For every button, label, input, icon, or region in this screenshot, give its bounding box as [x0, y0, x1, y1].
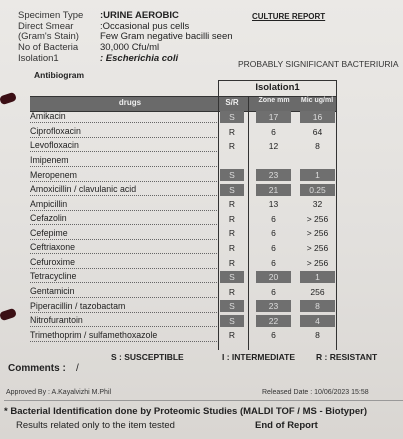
drug-name: Levofloxacin: [30, 140, 79, 151]
gram-stain-value: Few Gram negative bacilli seen: [100, 31, 233, 42]
table-row: [30, 328, 337, 342]
row-leader-dots: [30, 312, 217, 313]
redaction-mark: [0, 308, 17, 322]
sir-value: [220, 155, 244, 167]
row-leader-dots: [30, 166, 217, 167]
row-leader-dots: [30, 297, 217, 298]
approved-by: Approved By : A.Kayalvizhi M.Phil: [6, 389, 112, 396]
mic-value: 32: [312, 199, 323, 210]
mic-value: > 256: [306, 242, 329, 253]
results-note: Results related only to the item tested: [16, 420, 175, 431]
mic-value: 4: [300, 315, 335, 327]
drug-name: Cefazolin: [30, 213, 67, 224]
drug-name: Imipenem: [30, 155, 69, 166]
row-leader-dots: [30, 181, 217, 182]
mic-value: 1: [300, 271, 335, 283]
mic-value: 8: [300, 300, 335, 312]
row-leader-dots: [30, 195, 217, 196]
zone-value: 6: [271, 330, 276, 341]
row-leader-dots: [30, 137, 217, 138]
gram-stain-label: (Gram's Stain): [18, 31, 79, 42]
drug-name: Tetracycline: [30, 271, 77, 282]
legend-resistant: R : RESISTANT: [316, 352, 378, 362]
row-leader-dots: [30, 151, 217, 152]
row-leader-dots: [30, 224, 217, 225]
drug-name: Ampicillin: [30, 198, 68, 209]
mic-value: > 256: [306, 228, 329, 239]
row-leader-dots: [30, 210, 217, 211]
drug-name: Meropenem: [30, 169, 77, 180]
row-leader-dots: [30, 253, 217, 254]
table-row: [30, 270, 337, 284]
specimen-type-label: Specimen Type: [18, 10, 84, 21]
direct-smear-label: Direct Smear: [18, 21, 74, 32]
col-mic: Mic ug/ml: [300, 97, 334, 104]
no-bacteria-label: No of Bacteria: [18, 42, 79, 53]
col-sir: S/R: [225, 98, 239, 107]
zone-value: 6: [271, 213, 276, 224]
sir-value: R: [228, 257, 236, 268]
zone-value: 23: [256, 169, 291, 181]
drug-name: Cefuroxime: [30, 256, 75, 267]
culture-report-title: CULTURE REPORT: [252, 12, 326, 21]
sir-value: S: [220, 184, 244, 196]
probable-bacteriuria: PROBABLY SIGNIFICANT BACTERIURIA: [238, 59, 399, 69]
zone-value: 6: [271, 286, 276, 297]
sir-value: S: [220, 169, 244, 181]
legend-susceptible: S : SUSCEPTIBLE: [111, 352, 184, 362]
comments-label: Comments :: [8, 363, 66, 374]
table-row: [30, 314, 337, 328]
specimen-type-value: :URINE AEROBIC: [100, 10, 179, 21]
footer-divider: [4, 400, 403, 401]
table-row: [30, 256, 337, 270]
table-row: [30, 212, 337, 226]
row-leader-dots: [30, 239, 217, 240]
mic-value: 16: [300, 111, 335, 123]
sir-value: R: [228, 286, 236, 297]
zone-value: 13: [268, 199, 279, 210]
row-leader-dots: [30, 268, 217, 269]
legend-intermediate: I : INTERMEDIATE: [222, 352, 296, 362]
table-row: [30, 110, 337, 124]
sir-value: S: [220, 271, 244, 283]
drug-name: Cefepime: [30, 227, 68, 238]
table-row: [30, 241, 337, 255]
zone-value: 6: [271, 228, 276, 239]
zone-value: 6: [271, 126, 276, 137]
zone-value: 6: [271, 242, 276, 253]
table-row: [30, 197, 337, 211]
sir-value: S: [220, 315, 244, 327]
mic-value: 0.25: [300, 184, 335, 196]
no-bacteria-value: 30,000 Cfu/ml: [100, 42, 160, 53]
drug-name: Nitrofurantoin: [30, 315, 83, 326]
drug-name: Amikacin: [30, 111, 66, 122]
comments-value: /: [76, 363, 79, 374]
zone-value: 17: [256, 111, 291, 123]
drug-name: Amoxicillin / clavulanic acid: [30, 184, 137, 195]
redaction-mark: [0, 92, 17, 106]
table-row: [30, 154, 337, 168]
zone-value: 6: [271, 257, 276, 268]
isolation-label: Isolation1: [18, 53, 59, 64]
zone-value: 21: [256, 184, 291, 196]
table-row: [30, 139, 337, 153]
row-leader-dots: [30, 326, 217, 327]
zone-value: 20: [256, 271, 291, 283]
sir-value: R: [228, 213, 236, 224]
sir-value: R: [228, 242, 236, 253]
zone-value: [256, 155, 291, 167]
isolate-header: Isolation1: [255, 82, 300, 93]
row-leader-dots: [30, 282, 217, 283]
sir-value: R: [228, 199, 236, 210]
sir-value: R: [228, 228, 236, 239]
sir-value: R: [228, 126, 236, 137]
table-row: [30, 226, 337, 240]
mic-value: 64: [312, 126, 323, 137]
mic-value: [300, 155, 335, 167]
table-row: [30, 285, 337, 299]
isolation-value: : Escherichia coli: [100, 53, 179, 64]
table-row: [30, 168, 337, 182]
col-zone: Zone mm: [258, 97, 290, 104]
drug-name: Gentamicin: [30, 285, 75, 296]
sir-value: R: [228, 141, 236, 152]
antibiogram-table: [30, 80, 337, 350]
table-row: [30, 299, 337, 313]
drug-name: Ceftriaxone: [30, 242, 75, 253]
drug-name: Piperacillin / tazobactam: [30, 300, 126, 311]
direct-smear-value: :Occasional pus cells: [100, 21, 190, 32]
row-leader-dots: [30, 341, 217, 342]
zone-value: 23: [256, 300, 291, 312]
col-drugs: drugs: [118, 98, 142, 107]
zone-value: 22: [256, 315, 291, 327]
bacterial-identification-note: * Bacterial Identification done by Proteomic Studies (MALDI TOF / MS - Biotyper): [4, 406, 367, 417]
end-of-report: End of Report: [255, 420, 318, 431]
mic-value: 8: [315, 141, 320, 152]
sir-value: R: [228, 330, 236, 341]
zone-value: 12: [268, 141, 279, 152]
drug-name: Trimethoprim / sulfamethoxazole: [30, 329, 158, 340]
antibiogram-title: Antibiogram: [34, 70, 85, 80]
mic-value: > 256: [306, 213, 329, 224]
mic-value: 1: [300, 169, 335, 181]
table-row: [30, 125, 337, 139]
drug-name: Ciprofloxacin: [30, 125, 81, 136]
sir-value: S: [220, 111, 244, 123]
mic-value: 8: [315, 330, 320, 341]
mic-value: > 256: [306, 257, 329, 268]
sir-value: S: [220, 300, 244, 312]
table-row: [30, 183, 337, 197]
row-leader-dots: [30, 122, 217, 123]
released-date: Released Date : 10/06/2023 15:58: [262, 389, 369, 396]
mic-value: 256: [310, 286, 325, 297]
